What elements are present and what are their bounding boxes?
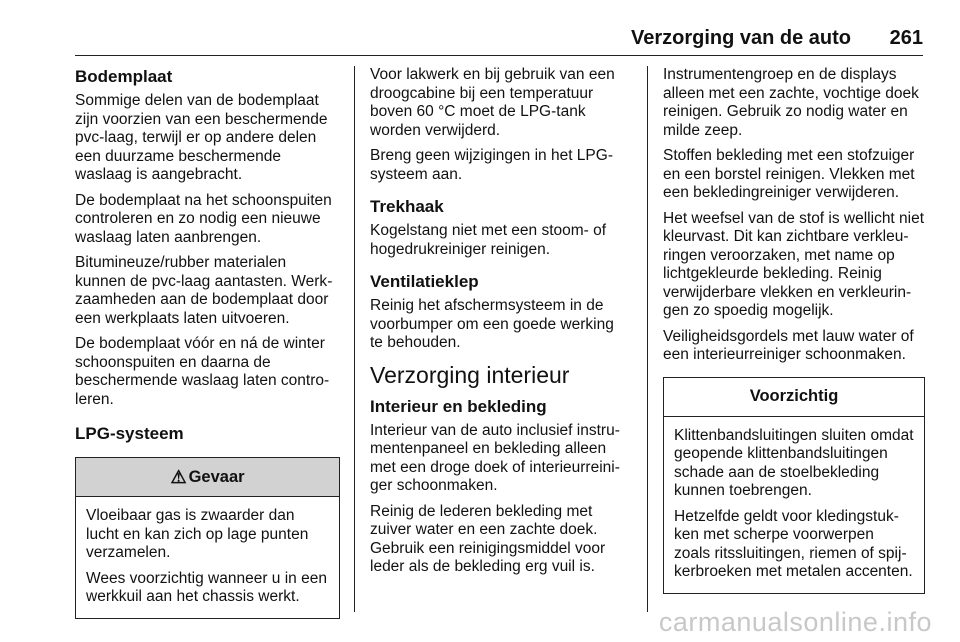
- paragraph: Klittenbandsluitingen sluiten omdat geopende klittenbandsluitingen schade aan de stoelbekleding kunnen toebrengen.: [674, 426, 914, 499]
- page-number: 261: [889, 27, 923, 49]
- caution-box: [663, 377, 925, 594]
- paragraph: Wees voorzichtig wanneer u in een werkkuil aan het chassis werkt.: [86, 569, 327, 605]
- paragraph: De bodemplaat na het schoonspuiten controleren en zo nodig een nieuwe waslaag laten aanbrengen.: [75, 191, 332, 246]
- paragraph: Het weefsel van de stof is wellicht niet kleurvast. Dit kan zichtbare verkleuringen veroorzaken, met name op lichtgekleurde bekleding. Reinig verwijderbare vlekken en verkleuringen zo spoedig mogelijk.: [663, 209, 925, 319]
- heading-trekhaak: Trekhaak: [370, 197, 444, 216]
- header-rule: [75, 55, 923, 56]
- column-1: [75, 66, 340, 619]
- paragraph: De bodemplaat vóór en ná de winter schoonspuiten en daarna de beschermende waslaag laten controleren.: [75, 335, 330, 408]
- danger-box-title: Gevaar: [188, 467, 245, 486]
- warning-triangle-icon: ⚠: [170, 466, 187, 487]
- heading-verzorging-interieur: Verzorging interieur: [370, 361, 570, 388]
- column-2: [370, 66, 631, 584]
- watermark: carmanualsonline.info: [658, 607, 932, 637]
- paragraph: Sommige delen van de bodemplaat zijn voorzien van een beschermende pvc-laag, terwijl er op andere delen een duurzame beschermende waslaag is aangebracht.: [75, 92, 328, 183]
- heading-lpg-systeem: LPG-systeem: [75, 424, 184, 443]
- paragraph: Interieur van de auto inclusief instrumentenpaneel en bekleding alleen met een droge doek of interieurreiniger schoonmaken.: [370, 421, 620, 494]
- caution-box-title: Voorzichtig: [749, 387, 839, 405]
- column-divider-1: [354, 66, 355, 612]
- heading-ventilatieklep: Ventilatieklep: [370, 272, 479, 291]
- paragraph: Reinig de lederen bekleding met zuiver water en een zachte doek. Gebruik een reinigingsmiddel voor leder als de bekleding erg vuil is.: [370, 502, 606, 575]
- paragraph: Voor lakwerk en bij gebruik van een droogcabine bij een temperatuur boven 60 °C moet de LPG-tank worden verwijderd.: [370, 66, 615, 139]
- paragraph: Breng geen wijzigingen in het LPG-systeem aan.: [370, 147, 613, 183]
- danger-box-body: [76, 497, 339, 618]
- section-title: Verzorging van de auto: [630, 27, 851, 49]
- heading-interieur-en-bekleding: Interieur en bekleding: [370, 396, 547, 416]
- page-header: [75, 27, 923, 53]
- heading-bodemplaat: Bodemplaat: [75, 67, 173, 86]
- column-divider-2: [647, 66, 648, 612]
- paragraph: Veiligheidsgordels met lauw water of een interieurreiniger schoonmaken.: [663, 327, 914, 363]
- caution-box-header: [664, 378, 924, 417]
- caution-box-body: [664, 417, 924, 593]
- paragraph: Stoffen bekleding met een stofzuiger en een borstel reinigen. Vlekken met een bekledingreiniger verwijderen.: [663, 147, 915, 201]
- paragraph: Instrumentengroep en de displays alleen met een zachte, vochtige doek reinigen. Gebruik zo nodig water en milde zeep.: [663, 66, 919, 139]
- column-3: [663, 66, 925, 594]
- danger-box-header: [76, 458, 339, 497]
- paragraph: Vloeibaar gas is zwaarder dan lucht en kan zich op lage punten verzamelen.: [86, 507, 309, 561]
- paragraph: Kogelstang niet met een stoom- of hogedrukreiniger reinigen.: [370, 222, 607, 258]
- paragraph: Reinig het afschermsysteem in de voorbumper om een goede werking te behouden.: [370, 297, 614, 351]
- danger-box: [75, 457, 340, 619]
- paragraph: Hetzelfde geldt voor kledingstukken met scherpe voorwerpen zoals ritssluitingen, riemen of spijkerbroeken met metalen accenten.: [674, 507, 913, 580]
- paragraph: Bitumineuze/rubber materialen kunnen de pvc-laag aantasten. Werkzaamheden aan de bodemplaat door een werkplaats laten uitvoeren.: [75, 254, 333, 327]
